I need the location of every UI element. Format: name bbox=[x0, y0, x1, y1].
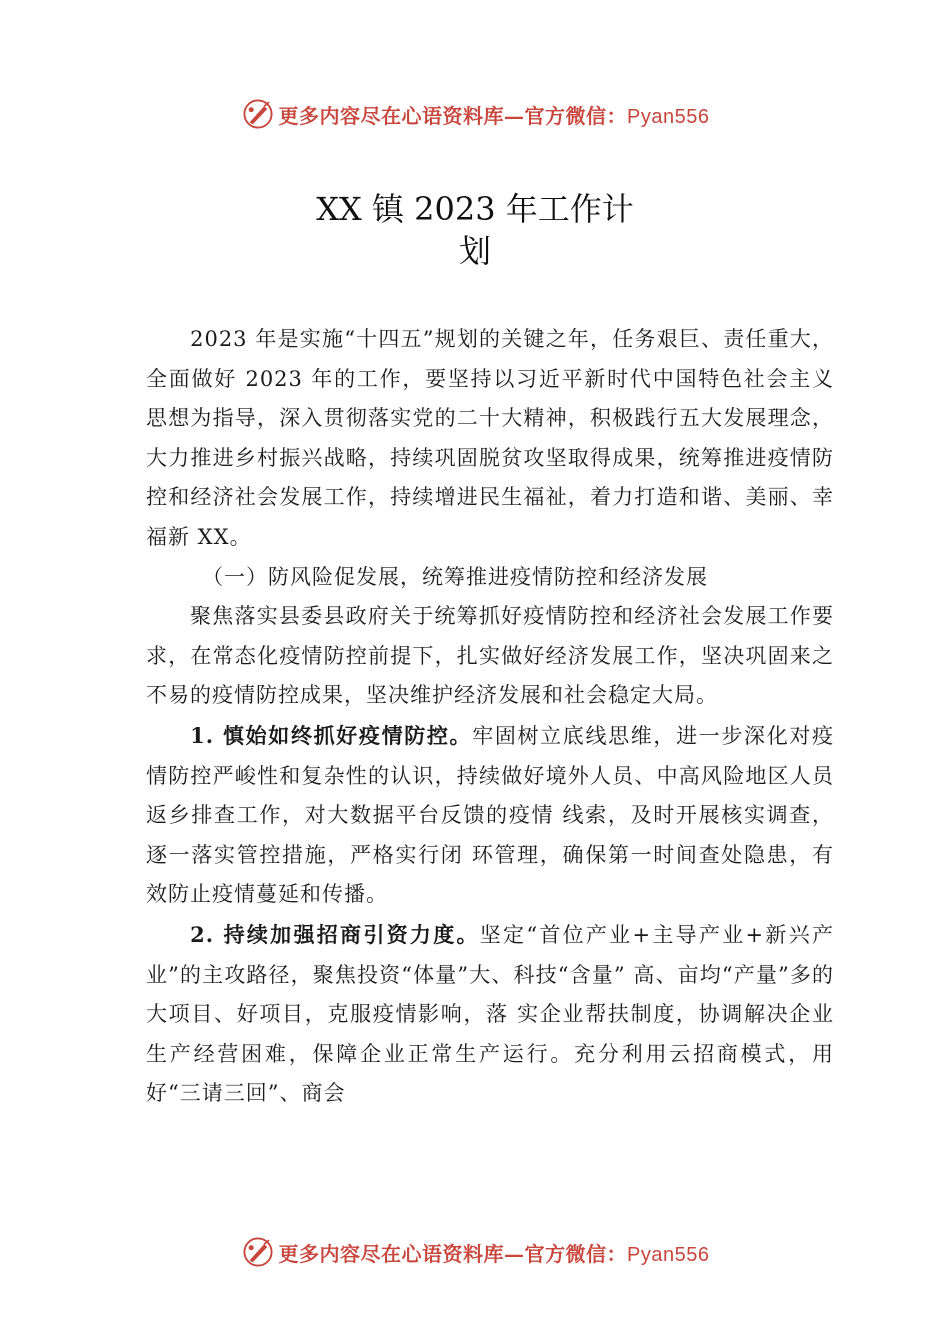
document-title bbox=[0, 188, 950, 272]
watermark-wechat-id: Pyan556 bbox=[627, 1243, 710, 1266]
item-2-title: 2. 持续加强招商引资力度。 bbox=[190, 921, 480, 947]
watermark-footer bbox=[0, 1232, 950, 1272]
section-1-body: 聚焦落实县委县政府关于统筹抓好疫情防控和经济社会发展工作要求，在常态化疫情防控前提下，扎实做好经济发展工作，坚决巩固来之不易的疫情防控成果，坚决维护经济发展和社会稳定大局。 bbox=[146, 604, 834, 708]
watermark-prefix: 更多内容尽在心语资料库—官方微信： bbox=[278, 1241, 628, 1266]
watermark-prefix: 更多内容尽在心语资料库—官方微信： bbox=[278, 103, 628, 128]
title-line-1: XX 镇 2023 年工作计 bbox=[316, 190, 634, 228]
watermark-text bbox=[279, 100, 710, 129]
intro-paragraph: 2023 年是实施“十四五”规划的关键之年，任务艰巨、责任重大，全面做好 2023 年的工作，要坚持以习近平新时代中国特色社会主义思想为指导，深入贯彻落实党的二十大精神，积极践行五大发展理念，大力推进乡村振兴战略，持续巩固脱贫攻坚取得成果，统筹推进疫情防控和经济社会发展工作，持续增进民生福祉，着力打造和谐、美丽、幸福新 XX。 bbox=[146, 327, 834, 549]
title-line-2: 划 bbox=[458, 232, 491, 270]
watermark-wechat-id: Pyan556 bbox=[627, 105, 710, 128]
quill-pen-logo-icon bbox=[241, 97, 275, 131]
watermark-text bbox=[279, 1238, 710, 1267]
item-1-body: 牢固树立底线思维，进一步深化对疫情防控严峻性和复杂性的认识，持续做好境外人员、中高风险地区人员返乡排查工作，对大数据平台反馈的疫情 线索，及时开展核实调查，逐一落实管控措施，严格实行闭 环管理，确保第一时间查处隐患，有效防止疫情蔓延和传播。 bbox=[146, 723, 835, 907]
watermark-header bbox=[0, 94, 950, 134]
section-1-heading: （一）防风险促发展，统筹推进疫情防控和经济发展 bbox=[202, 564, 708, 589]
item-2-paragraph bbox=[146, 915, 834, 1114]
item-1-paragraph bbox=[146, 716, 834, 915]
item-2-body: 坚定“首位产业+主导产业+新兴产业”的主攻路径，聚焦投资“体量”大、科技“含量” 高、亩均“产量”多的大项目、好项目，克服疫情影响，落 实企业帮扶制度，协调解决企业生产经营困难，保障企业正常生产运行。充分利用云招商模式，用好“三请三回”、商会 bbox=[146, 922, 834, 1106]
document-body bbox=[146, 320, 834, 1114]
quill-pen-logo-icon bbox=[241, 1235, 275, 1269]
item-1-title: 1. 慎始如终抓好疫情防控。 bbox=[190, 722, 473, 748]
